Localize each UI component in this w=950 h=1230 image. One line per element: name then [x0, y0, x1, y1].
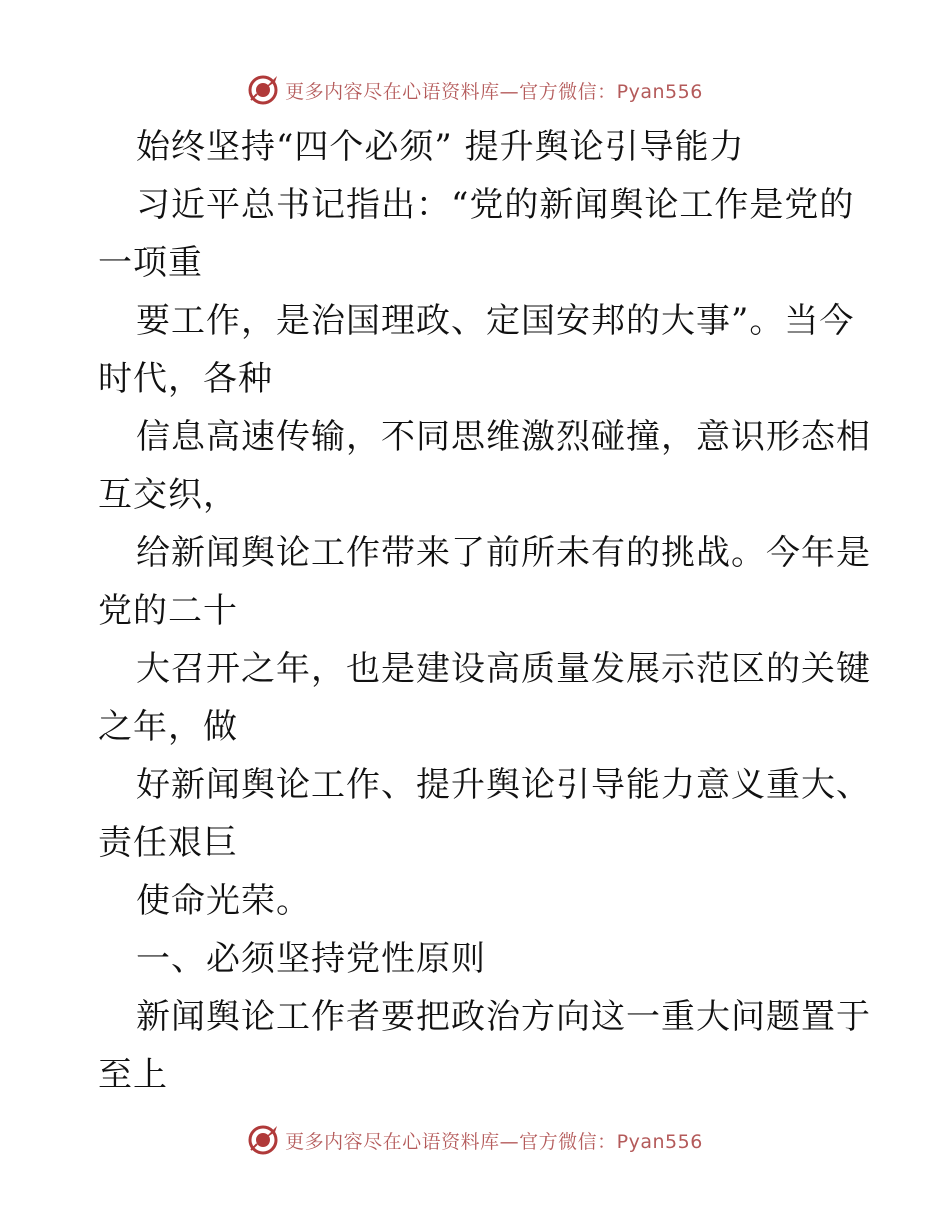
- paragraph-line: 至上: [98, 1055, 168, 1095]
- paragraph-line: 要工作，是治国理政、定国安邦的大事”。当今: [136, 301, 855, 341]
- paragraph-line: 大召开之年，也是建设高质量发展示范区的关键: [136, 649, 871, 689]
- paragraph-line: 使命光荣。: [136, 881, 311, 921]
- paragraph-line: 之年，做: [98, 707, 238, 747]
- document-body: [98, 118, 871, 1104]
- header-watermark-text: 更多内容尽在心语资料库—官方微信：Pyan556: [285, 80, 703, 103]
- paragraph-line: 新闻舆论工作者要把政治方向这一重大问题置于: [136, 997, 871, 1037]
- paragraph-line: 时代，各种: [98, 359, 273, 399]
- paragraph-line: 责任艰巨: [98, 823, 238, 863]
- section-heading: 一、必须坚持党性原则: [136, 939, 486, 979]
- paragraph-line: 互交织，: [98, 475, 238, 515]
- paragraph-line: 信息高速传输，不同思维激烈碰撞，意识形态相: [136, 417, 871, 457]
- paragraph-line: 党的二十: [98, 591, 238, 631]
- footer-watermark-banner: [0, 1120, 950, 1160]
- footer-watermark-text: 更多内容尽在心语资料库—官方微信：Pyan556: [285, 1130, 703, 1153]
- pen-logo-icon: [247, 74, 279, 106]
- pen-logo-icon: [247, 1124, 279, 1156]
- paragraph-line: 习近平总书记指出：“党的新闻舆论工作是党的: [136, 185, 855, 225]
- document-title: 始终坚持“四个必须” 提升舆论引导能力: [136, 127, 745, 167]
- paragraph-line: 给新闻舆论工作带来了前所未有的挑战。今年是: [136, 533, 871, 573]
- paragraph-line: 好新闻舆论工作、提升舆论引导能力意义重大、: [136, 765, 871, 805]
- header-watermark-banner: [0, 70, 950, 110]
- paragraph-line: 一项重: [98, 243, 203, 283]
